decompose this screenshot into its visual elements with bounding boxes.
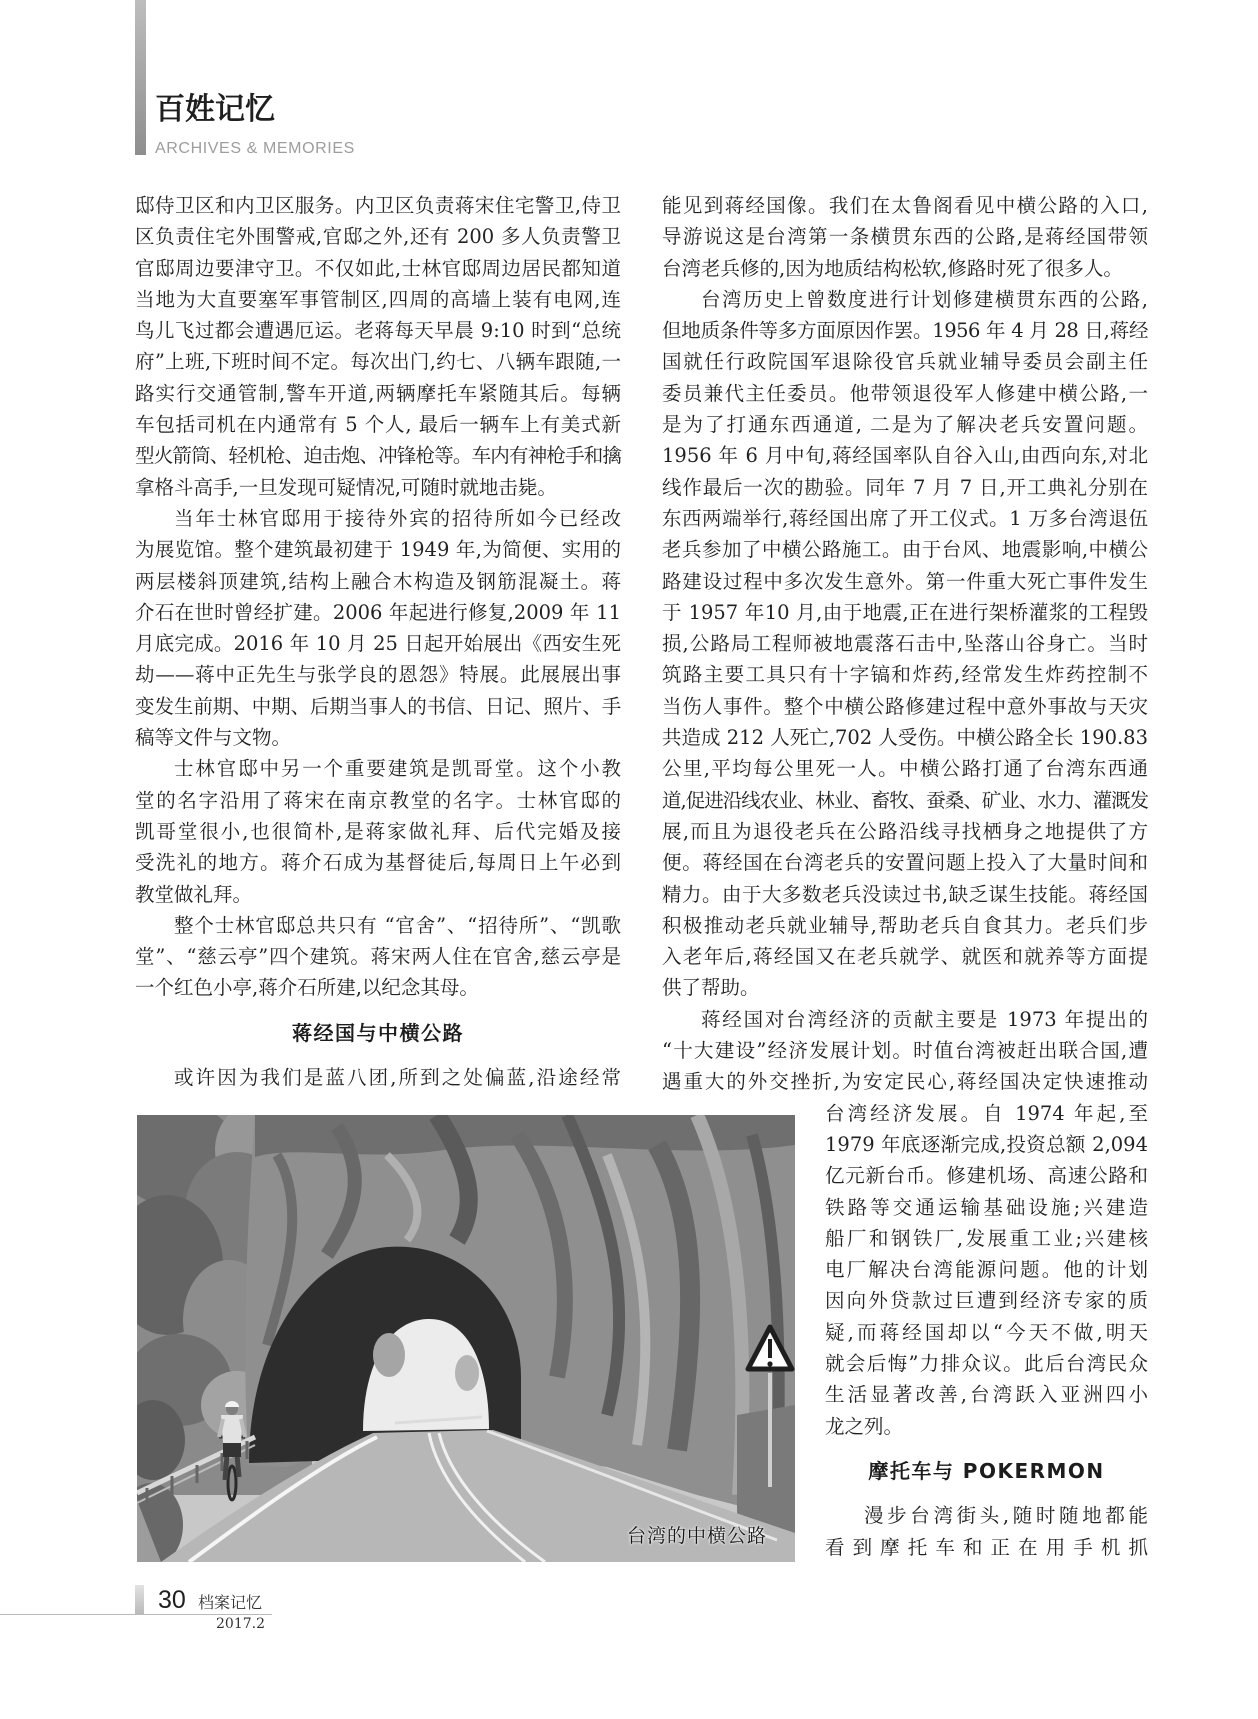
text-line: 当地为大直要塞军事管制区,四周的高墙上装有电网,连	[135, 287, 621, 311]
text-line: 教堂做礼拜。	[135, 882, 253, 906]
left-column	[135, 190, 621, 1094]
paragraph	[662, 284, 1148, 1004]
text-line: 鸟儿飞过都会遭遇厄运。老蒋每天早晨 9:10 时到“总统	[135, 319, 621, 343]
paragraph	[662, 1004, 1148, 1098]
text-line: 1956 年 6 月中旬,蒋经国率队自谷入山,由西向东,对北	[662, 444, 1148, 468]
right-column	[662, 190, 1148, 1098]
text-line: 受洗礼的地方。蒋介石成为基督徒后,每周日上午必到	[135, 851, 621, 875]
text-line: 官邸周边要津守卫。不仅如此,士林官邸周边居民都知道	[135, 256, 621, 280]
text-line: 府”上班,下班时间不定。每次出门,约七、八辆车跟随,一	[135, 350, 621, 374]
text-line: 稿等文件与文物。	[135, 726, 292, 750]
section-subtitle: ARCHIVES & MEMORIES	[155, 140, 355, 157]
text-line: 当伤人事件。整个中横公路修建过程中意外事故与天灾	[662, 694, 1148, 718]
section-title: 百姓记忆	[155, 92, 275, 127]
text-line: 台湾历史上曾数度进行计划修建横贯东西的公路,	[701, 287, 1148, 311]
text-line: 生活显著改善,台湾跃入亚洲四小	[825, 1383, 1148, 1407]
text-line: 是为了打通东西通道, 二是为了解决老兵安置问题。	[662, 413, 1148, 437]
magazine-name: 档案记忆	[198, 1593, 263, 1612]
text-line: 凯哥堂很小,也很简朴,是蒋家做礼拜、后代完婚及接	[135, 819, 621, 843]
text-line: 邸侍卫区和内卫区服务。内卫区负责蒋宋住宅警卫,侍卫	[135, 194, 621, 217]
text-line: 疑,而蒋经国却以“今天不做,明天	[825, 1320, 1148, 1344]
text-line: 船厂和钢铁厂,发展重工业;兴建核	[825, 1226, 1148, 1250]
issue-number: 2017.2	[216, 1616, 265, 1632]
paragraph	[825, 1500, 1148, 1563]
text-line: 老兵参加了中横公路施工。由于台风、地震影响,中横公	[662, 538, 1148, 562]
footer-rule	[0, 1614, 272, 1615]
text-line: 委员兼代主任委员。他带领退役军人修建中横公路,一	[662, 381, 1148, 405]
text-line: 两层楼斜顶建筑,结构上融合木构造及钢筋混凝土。蒋	[135, 569, 621, 593]
text-line: 展,而且为退役老兵在公路沿线寻找栖身之地提供了方	[662, 819, 1148, 843]
text-line: 国就任行政院国军退除役官兵就业辅导委员会副主任	[662, 350, 1148, 374]
text-line: 一个红色小亭,蒋介石所建,以纪念其母。	[135, 976, 479, 1000]
photo-caption: 台湾的中横公路	[627, 1525, 768, 1547]
text-line: 型火箭筒、轻机枪、迫击炮、冲锋枪等。车内有神枪手和擒	[135, 444, 621, 468]
text-line: “十大建设”经济发展计划。时值台湾被赶出联合国,遭	[662, 1039, 1148, 1063]
text-line: 遇重大的外交挫折,为安定民心,蒋经国决定快速推动	[662, 1070, 1148, 1094]
paragraph	[135, 190, 621, 503]
text-line: 能见到蒋经国像。我们在太鲁阁看见中横公路的入口,	[662, 194, 1148, 217]
right-narrow-column	[825, 1098, 1148, 1563]
text-line: 但地质条件等多方面原因作罢。1956 年 4 月 28 日,蒋经	[662, 319, 1148, 343]
text-line: 车包括司机在内通常有 5 个人, 最后一辆车上有美式新	[135, 413, 621, 437]
photo-image	[137, 1115, 795, 1562]
page-number: 30	[158, 1586, 186, 1614]
text-line: 电厂解决台湾能源问题。他的计划	[825, 1258, 1148, 1282]
text-line: 公里,平均每公里死一人。中横公路打通了台湾东西通	[662, 757, 1148, 781]
text-line: 亿元新台币。修建机场、高速公路和	[825, 1164, 1148, 1188]
text-line: 龙之列。	[825, 1414, 904, 1438]
text-line: 铁路等交通运输基础设施;兴建造	[825, 1195, 1148, 1219]
paragraph	[135, 1062, 621, 1093]
text-line: 整个士林官邸总共只有 “官舍”、“招待所”、“凯歌	[174, 913, 621, 937]
text-line: 就会后悔”力排众议。此后台湾民众	[825, 1352, 1148, 1376]
text-line: 台湾经济发展。自 1974 年起,至	[825, 1101, 1148, 1125]
text-line: 区负责住宅外围警戒,官邸之外,还有 200 多人负责警卫	[135, 225, 621, 249]
text-line: 积极推动老兵就业辅导,帮助老兵自食其力。老兵们步	[662, 913, 1148, 937]
text-line: 东西两端举行,蒋经国出席了开工仪式。1 万多台湾退伍	[662, 506, 1148, 530]
text-line: 供了帮助。	[662, 976, 760, 1000]
text-line: 路建设过程中多次发生意外。第一件重大死亡事件发生	[662, 569, 1148, 593]
header-accent-bar	[135, 0, 146, 155]
text-line: 劫——蒋中正先生与张学良的恩怨》特展。此展展出事	[135, 663, 621, 687]
text-line: 损,公路局工程师被地震落石击中,坠落山谷身亡。当时	[662, 632, 1148, 656]
text-line: 便。蒋经国在台湾老兵的安置问题上投入了大量时间和	[662, 851, 1148, 875]
text-line: 路实行交通管制,警车开道,两辆摩托车紧随其后。每辆	[135, 381, 621, 405]
text-line: 拿格斗高手,一旦发现可疑情况,可随时就地击毙。	[135, 475, 557, 499]
text-line: 台湾老兵修的,因为地质结构松软,修路时死了很多人。	[662, 256, 1123, 280]
text-line: 月底完成。2016 年 10 月 25 日起开始展出《西安生死	[135, 632, 621, 656]
text-line: 线作最后一次的勘验。同年 7 月 7 日,开工典礼分别在	[662, 475, 1148, 499]
text-line: 或许因为我们是蓝八团,所到之处偏蓝,沿途经常	[174, 1066, 621, 1090]
text-line: 共造成 212 人死亡,702 人受伤。中横公路全长 190.83	[662, 726, 1148, 750]
text-line: 道,促进沿线农业、林业、畜牧、蚕桑、矿业、水力、灌溉发	[662, 788, 1148, 812]
paragraph	[135, 910, 621, 1004]
text-line: 因向外贷款过巨遭到经济专家的质	[825, 1289, 1148, 1313]
text-line: 筑路主要工具只有十字镐和炸药,经常发生炸药控制不	[662, 663, 1148, 687]
text-line: 变发生前期、中期、后期当事人的书信、日记、照片、手	[135, 694, 621, 718]
paragraph	[662, 190, 1148, 284]
text-line: 漫步台湾街头,随时随地都能	[864, 1504, 1148, 1528]
section-heading: 摩托车与 POKERMON	[868, 1458, 1105, 1483]
text-line: 看到摩托车和正在用手机抓	[825, 1535, 1148, 1559]
text-line: 入老年后,蒋经国又在老兵就学、就医和就养等方面提	[662, 945, 1148, 969]
text-line: 1979 年底逐渐完成,投资总额 2,094	[825, 1132, 1148, 1156]
text-line: 蒋经国对台湾经济的贡献主要是 1973 年提出的	[701, 1007, 1148, 1031]
paragraph	[135, 753, 621, 909]
section-heading: 蒋经国与中横公路	[292, 1020, 464, 1045]
paragraph	[825, 1098, 1148, 1442]
paragraph	[135, 503, 621, 753]
text-line: 精力。由于大多数老兵没读过书,缺乏谋生技能。蒋经国	[662, 882, 1148, 906]
text-line: 为展览馆。整个建筑最初建于 1949 年,为简便、实用的	[135, 538, 621, 562]
text-line: 堂”、“慈云亭”四个建筑。蒋宋两人住在官舍,慈云亭是	[135, 945, 621, 969]
text-line: 堂的名字沿用了蒋宋在南京教堂的名字。士林官邸的	[135, 788, 621, 812]
road-tunnel-photo	[137, 1115, 795, 1562]
text-line: 介石在世时曾经扩建。2006 年起进行修复,2009 年 11	[135, 600, 621, 624]
text-line: 士林官邸中另一个重要建筑是凯哥堂。这个小教	[174, 757, 621, 781]
text-line: 导游说这是台湾第一条横贯东西的公路,是蒋经国带领	[662, 225, 1148, 249]
text-line: 当年士林官邸用于接待外宾的招待所如今已经改	[174, 506, 621, 530]
text-line: 于 1957 年10 月,由于地震,正在进行架桥灌浆的工程毁	[662, 600, 1148, 624]
footer-accent-bar	[135, 1585, 144, 1615]
